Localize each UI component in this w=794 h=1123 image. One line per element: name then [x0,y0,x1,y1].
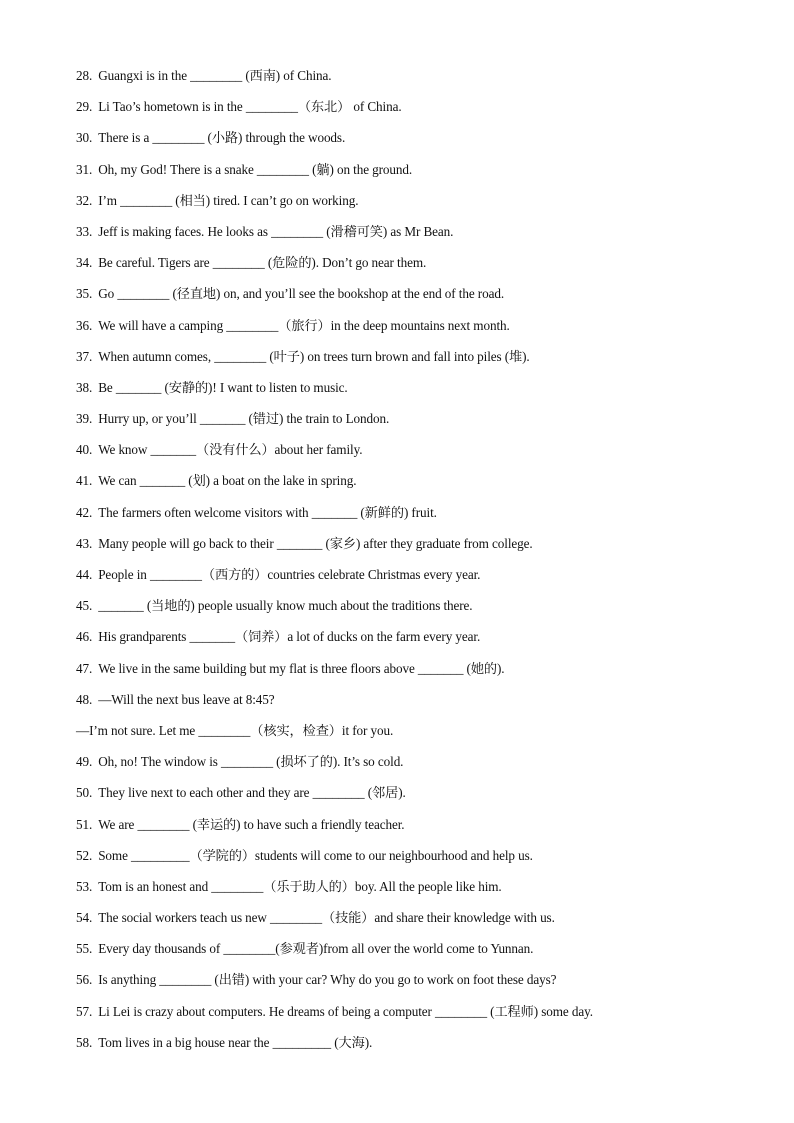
question-line [76,783,756,814]
question-text: Be careful. Tigers are ________ (危险的). Don’t go near them. [98,255,427,271]
question-line [76,160,756,191]
question-text: I’m ________ (相当) tired. I can’t go on working. [98,192,359,208]
question-text: Jeff is making faces. He looks as ________ (滑稽可笑) as Mr Bean. [98,223,454,239]
question-number-dot: . [89,442,93,458]
question-line [76,970,756,1001]
question-number: 36 [76,317,89,333]
question-line [76,815,756,846]
question-text: Is anything ________ (出错) with your car? Why do you go to work on foot these days? [98,972,557,988]
question-number: 43 [76,535,89,551]
question-line [76,66,756,97]
question-text: —Will the next bus leave at 8:45? [98,691,275,707]
question-text: They live next to each other and they are ________ (邻居). [98,785,406,801]
question-number-dot: . [89,847,93,863]
question-text: Li Tao’s hometown is in the ________（东北） of China. [98,99,402,115]
question-text: Guangxi is in the ________ (西南) of China. [98,68,332,83]
question-text: We live in the same building but my flat is three floors above _______ (她的). [98,660,505,676]
question-text: —I’m not sure. Let me ________（核实，检查）it for you. [76,722,394,738]
question-number-dot: . [89,878,93,894]
question-number-dot: . [89,473,93,489]
question-number-dot: . [89,754,93,770]
question-line [76,565,756,596]
question-number-dot: . [89,1003,93,1019]
question-line [76,191,756,222]
question-line [76,503,756,534]
question-text: _______ (当地的) people usually know much about the traditions there. [98,598,473,614]
question-text: His grandparents _______（饲养）a lot of ducks on the farm every year. [98,629,481,645]
question-line [76,627,756,658]
question-line [76,378,756,409]
question-number: 40 [76,442,89,458]
question-number-dot: . [89,629,93,645]
question-line [76,877,756,908]
question-list [76,66,756,1064]
question-number: 39 [76,411,89,427]
question-number-dot: . [89,598,93,614]
question-text: There is a ________ (小路) through the woods. [98,130,346,146]
question-number: 48 [76,691,89,707]
question-number-dot: . [89,910,93,926]
question-number-dot: . [89,223,93,239]
dialogue-response-line [76,721,756,752]
question-number: 56 [76,972,89,988]
question-line [76,596,756,627]
question-text: Go ________ (径直地) on, and you’ll see the bookshop at the end of the road. [98,286,505,302]
question-text: Some _________（学院的）students will come to our neighbourhood and help us. [98,847,533,863]
question-number: 32 [76,192,89,208]
question-number: 35 [76,286,89,302]
question-text: We can _______ (划) a boat on the lake in spring. [98,473,357,489]
question-number-dot: . [89,192,93,208]
question-number-dot: . [89,972,93,988]
question-text: Every day thousands of ________(参观者)from all over the world come to Yunnan. [98,941,534,957]
question-number: 51 [76,816,89,832]
question-number: 47 [76,660,89,676]
question-line [76,316,756,347]
question-number: 58 [76,1034,89,1050]
question-number-dot: . [89,255,93,271]
question-text: The social workers teach us new ________（技能）and share their knowledge with us. [98,910,555,926]
question-number: 53 [76,878,89,894]
question-line [76,409,756,440]
question-text: Tom lives in a big house near the _________ (大海). [98,1034,373,1050]
question-line [76,1033,756,1064]
question-number: 57 [76,1003,89,1019]
question-text: Li Lei is crazy about computers. He dreams of being a computer ________ (工程师) some day. [98,1003,593,1019]
question-number-dot: . [89,535,93,551]
question-number: 46 [76,629,89,645]
question-number-dot: . [89,68,93,83]
question-text: Be _______ (安静的)! I want to listen to music. [98,379,348,395]
question-text: Oh, my God! There is a snake ________ (躺) on the ground. [98,161,413,177]
question-number: 38 [76,379,89,395]
question-line [76,939,756,970]
question-number-dot: . [89,504,93,520]
question-number-dot: . [89,691,93,707]
question-number: 54 [76,910,89,926]
question-line [76,690,756,721]
question-line [76,471,756,502]
question-line [76,347,756,378]
question-number-dot: . [89,286,93,302]
question-number-dot: . [89,816,93,832]
question-line [76,534,756,565]
question-text: We will have a camping ________（旅行）in the deep mountains next month. [98,317,510,333]
question-text: We are ________ (幸运的) to have such a friendly teacher. [98,816,405,832]
question-line [76,440,756,471]
question-line [76,659,756,690]
question-line [76,284,756,315]
question-number-dot: . [89,567,93,582]
question-text: Tom is an honest and ________（乐于助人的）boy. All the people like him. [98,878,502,894]
question-text: People in ________（西方的）countries celebrate Christmas every year. [98,567,481,582]
question-number-dot: . [89,161,93,177]
question-number-dot: . [89,660,93,676]
question-number: 41 [76,473,89,489]
question-number: 34 [76,255,89,271]
question-number-dot: . [89,317,93,333]
question-line [76,128,756,159]
question-text: Hurry up, or you’ll _______ (错过) the train to London. [98,411,390,427]
question-text: When autumn comes, ________ (叶子) on trees turn brown and fall into piles (堆). [98,348,530,364]
question-number: 30 [76,130,89,146]
question-number-dot: . [89,379,93,395]
question-number-dot: . [89,99,93,115]
question-line [76,1002,756,1033]
question-number: 42 [76,504,89,520]
question-text: Oh, no! The window is ________ (损坏了的). It’s so cold. [98,754,404,770]
question-text: The farmers often welcome visitors with _______ (新鲜的) fruit. [98,504,437,520]
question-number: 50 [76,785,89,801]
question-line [76,97,756,128]
question-number: 28 [76,68,89,83]
question-text: Many people will go back to their _______ (家乡) after they graduate from college. [98,535,533,551]
question-text: We know _______（没有什么）about her family. [98,442,363,458]
question-line [76,846,756,877]
question-number: 37 [76,348,89,364]
question-number: 45 [76,598,89,614]
question-number-dot: . [89,941,93,957]
question-line [76,752,756,783]
question-number: 52 [76,847,89,863]
question-number: 33 [76,223,89,239]
question-number: 55 [76,941,89,957]
question-number-dot: . [89,1034,93,1050]
question-line [76,222,756,253]
question-number-dot: . [89,411,93,427]
question-line [76,908,756,939]
question-number: 49 [76,754,89,770]
question-number-dot: . [89,130,93,146]
question-number-dot: . [89,785,93,801]
question-number: 44 [76,567,89,582]
question-number: 29 [76,99,89,115]
question-number-dot: . [89,348,93,364]
question-line [76,253,756,284]
question-number: 31 [76,161,89,177]
